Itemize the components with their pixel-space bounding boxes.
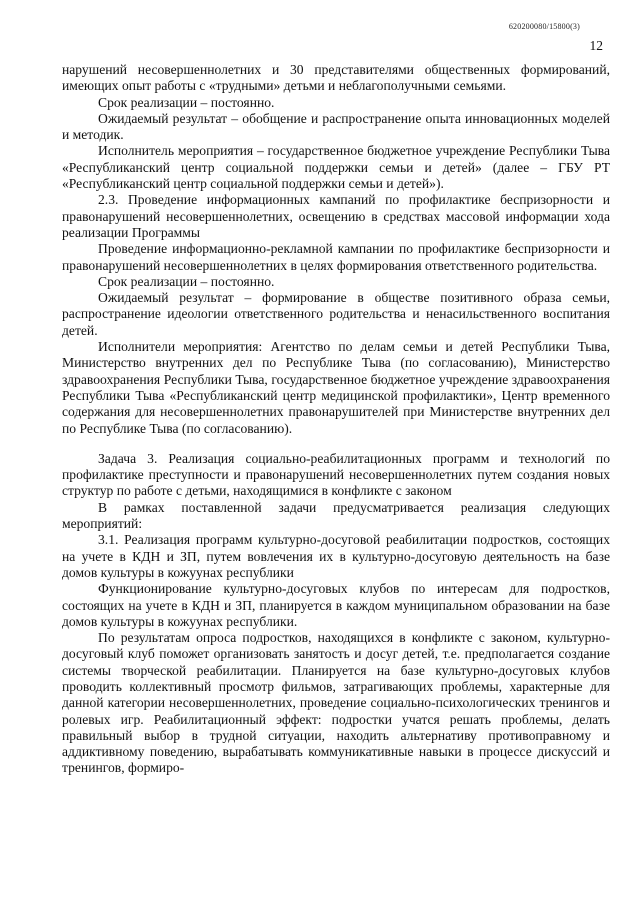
paragraph-task-3: Задача 3. Реализация социально-реабилитационных программ и технологий по профилактике преступности и правонарушений несовершеннолетних путем создания новых структур по работе с детьми, находящимися в конфликте с законом <box>62 450 610 499</box>
paragraph-term: Срок реализации – постоянно. <box>98 273 275 289</box>
paragraph-term: Срок реализации – постоянно. <box>98 94 275 110</box>
paragraph-section-3-1: 3.1. Реализация программ культурно-досуговой реабилитации подростков, состоящих на учете в КДН и ЗП, путем вовлечения их в культурно-досуговую деятельность на базе домов культуры в кожуунах республики <box>62 532 610 580</box>
document-code: 620200080/15800(3) <box>508 22 580 31</box>
paragraph-expected-result: Ожидаемый результат – обобщение и распространение опыта инновационных моделей и методик. <box>62 110 610 143</box>
paragraph-campaign: Проведение информационно-рекламной кампании по профилактике беспризорности и правонарушений несовершеннолетних в целях формирования ответственного родительства. <box>62 241 610 273</box>
paragraph-executor: Исполнитель мероприятия – государственное бюджетное учреждение Республики Тыва «Республиканский центр социальной поддержки семьи и детей» (далее – ГБУ РТ «Республиканский центр социальной поддержки семьи и детей»). <box>62 143 610 192</box>
paragraph-continuation: нарушений несовершеннолетних и 30 представителями общественных формирований, имеющих опыт работы с «трудными» детьми и неблагополучными семьями. <box>62 62 610 94</box>
paragraph-measures-intro: В рамках поставленной задачи предусматривается реализация следующих мероприятий: <box>62 499 610 532</box>
paragraph-clubs: Функционирование культурно-досуговых клубов по интересам для подростков, состоящих на учете в КДН и ЗП, планируется в каждом муниципальном образовании на базе домов культуры в кожуунах республики. <box>62 581 610 629</box>
paragraph-survey-results: По результатам опроса подростков, находящихся в конфликте с законом, культурно-досуговый клуб поможет организовать занятость и досуг детей, т.е. предполагается создание системы творческой реабилитации. Планируется на базе культурно-досуговых клубов проводить коллективный просмотр фильмов, затрагивающих проблемы, характерные для данной категории несовершеннолетних, проведение социально-психологических тренингов и ролевых игр. Реабилитационный эффект: подростки учатся решать проблемы, делать правильный выбор в трудной ситуации, находить альтернативу противоправному и аддиктивному поведению, вырабатывать коммуникативные навыки в процессе дискуссий и тренингов, формиро- <box>62 630 610 776</box>
page-number: 12 <box>589 38 603 53</box>
document-body <box>62 62 610 777</box>
paragraph-section-2-3: 2.3. Проведение информационных кампаний по профилактике беспризорности и правонарушений несовершеннолетних, освещению в средствах массовой информации хода реализации Программы <box>62 192 610 240</box>
paragraph-expected-result: Ожидаемый результат – формирование в обществе позитивного образа семьи, распространение идеологии ответственного родительства и ненасильственного воспитания детей. <box>62 290 610 338</box>
paragraph-gap <box>62 437 610 451</box>
paragraph-executors: Исполнители мероприятия: Агентство по делам семьи и детей Республики Тыва, Министерство внутренних дел по Республике Тыва (по согласованию), Министерство здравоохранения Республики Тыва, государственное бюджетное учреждение здравоохранения Республики Тыва «Республиканский центр медицинской профилактики», Центр временного содержания для несовершеннолетних правонарушителей при Министерстве внутренних дел по Республике Тыва (по согласованию). <box>62 339 610 436</box>
